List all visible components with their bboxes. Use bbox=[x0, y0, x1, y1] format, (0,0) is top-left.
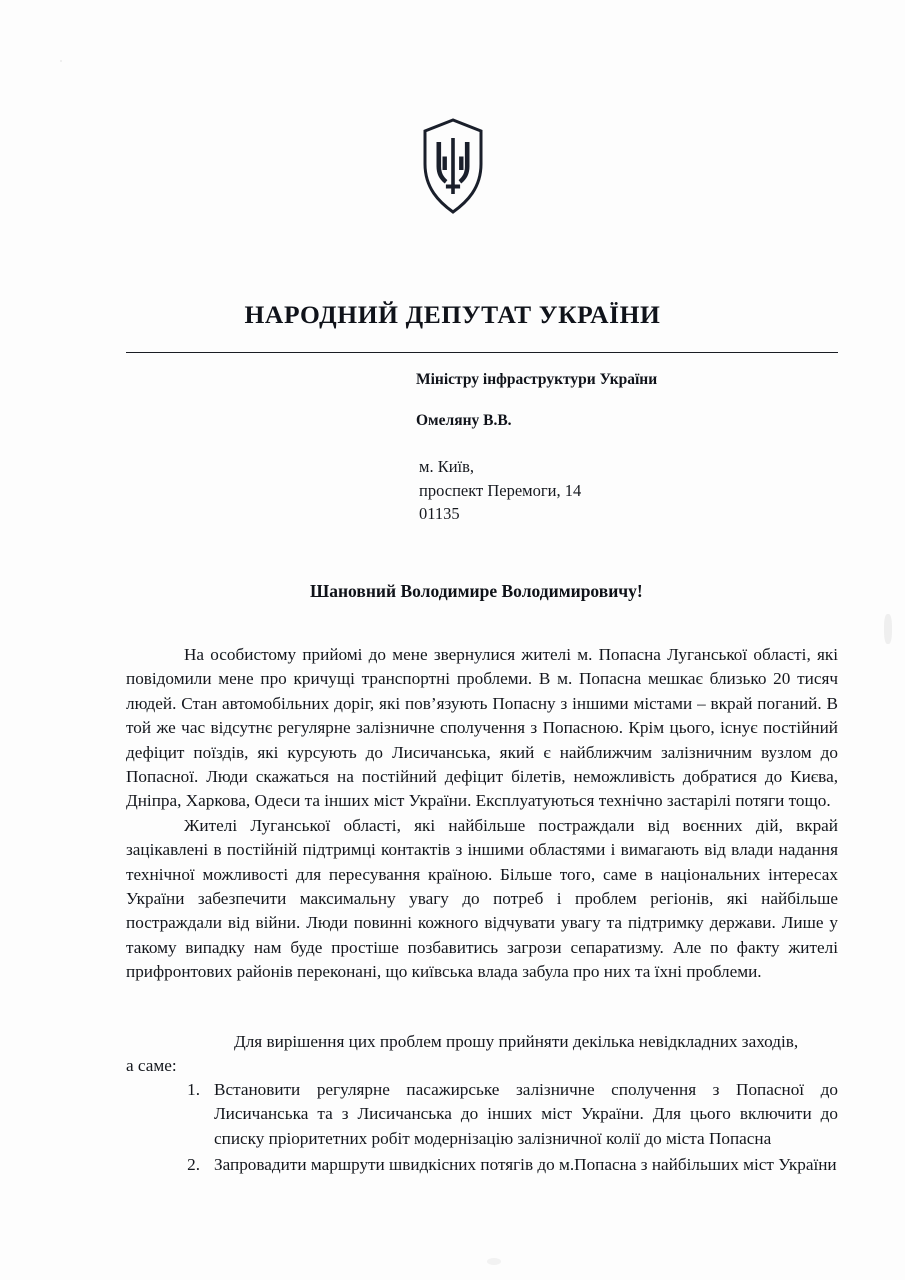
addressee-line-2: Омеляну В.В. bbox=[416, 412, 512, 429]
addressee-block bbox=[416, 368, 886, 433]
address-street: проспект Перемоги, 14 bbox=[419, 480, 582, 500]
body-text bbox=[126, 643, 838, 985]
measures-list bbox=[126, 1078, 838, 1180]
scan-artifact bbox=[487, 1258, 501, 1265]
measures-intro-line-1: Для вирішення цих проблем прошу прийняти декілька невідкладних заходів, bbox=[234, 1032, 799, 1051]
body-paragraph-1: На особистому прийомі до мене звернулися жителі м. Попасна Луганської області, які повідомили мене про кричущі транспортні проблеми. В м. Попасна мешкає близько 20 тисяч людей. Стан автомобільних доріг, які пов’язують Попасну з іншими містами – вкрай поганий. В той же час відсутнє регулярне залізничне сполучення з Попасною. Крім цього, існує постійний дефіцит поїздів, які курсують до Лисичанська, який є найближчим залізничним вузлом до Попасної. Люди скажаться на постійний дефіцит білетів, неможливість добратися до Києва, Дніпра, Харкова, Одеси та інших міст України. Експлуатуються технічно застарілі потяги тощо. bbox=[126, 645, 838, 811]
list-item-number: 2. bbox=[187, 1155, 200, 1175]
list-item-number: 1. bbox=[187, 1080, 200, 1099]
salutation: Шановний Володимире Володимировичу! bbox=[310, 581, 643, 601]
address-city: м. Київ, bbox=[419, 457, 475, 476]
list-item bbox=[126, 1078, 838, 1151]
postal-address-block bbox=[419, 455, 849, 526]
emblem-container bbox=[0, 118, 905, 214]
address-postcode: 01135 bbox=[419, 504, 460, 523]
list-item-text: Встановити регулярне пасажирське залізничне сполучення з Попасної до Лисичанська та з Лисичанська до інших міст України. Для цього включити до списку пріоритетних робіт модернізацію залізничної колії до міста Попасна bbox=[214, 1080, 838, 1148]
ukraine-trident-emblem bbox=[421, 118, 485, 214]
list-item-text: Запровадити маршрути швидкісних потягів до м.Попасна з найбільших міст України bbox=[214, 1155, 837, 1175]
scan-artifact bbox=[60, 60, 62, 62]
body-paragraph-2: Жителі Луганської області, які найбільше постраждали від воєнних дій, вкрай зацікавлені в постійній підтримці контактів з іншими областями і вимагають від влади надання технічної можливості для пересування країною. Більше того, саме в національних інтересах України забезпечити максимальну увагу до потреб і проблем регіонів, які найбільше постраждали від війни. Люди повинні кожного відчувати увагу та підтримку держави. Лише у такому випадку нам буде простіше позбавитись загрози сепаратизму. Але по факту жителі прифронтових районів переконані, що київська влада забула про них та їхні проблеми. bbox=[126, 815, 838, 982]
header-divider bbox=[126, 352, 838, 353]
measures-intro-line-2: а саме: bbox=[126, 1056, 177, 1076]
scan-artifact bbox=[884, 614, 892, 644]
document-title: НАРОДНИЙ ДЕПУТАТ УКРАЇНИ bbox=[244, 300, 661, 329]
list-item bbox=[126, 1153, 838, 1177]
measures-intro bbox=[126, 1030, 838, 1079]
addressee-line-1: Міністру інфраструктури України bbox=[416, 371, 658, 388]
